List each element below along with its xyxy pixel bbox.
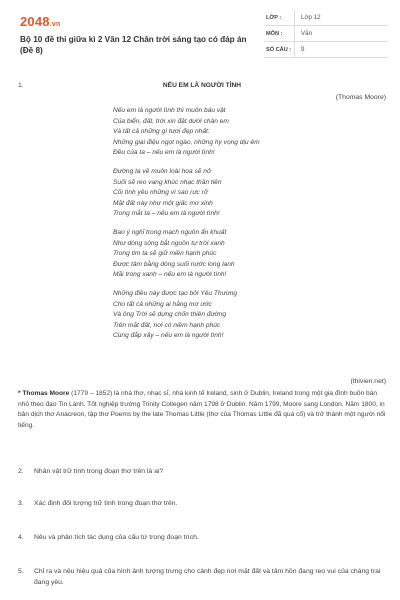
question-item xyxy=(18,533,386,544)
poem-line: Mãi trong xanh – nếu em là người tình! xyxy=(113,271,227,279)
stanza-gap xyxy=(113,220,260,228)
poem-line: Và ông Trời sẽ dựng chốn thiên đường xyxy=(113,311,226,319)
meta-table xyxy=(264,10,388,58)
meta-key: LỚP : xyxy=(266,14,282,21)
poem-line: Trong mắt ta – nếu em là người tình! xyxy=(113,210,220,218)
meta-value: Văn xyxy=(294,26,312,42)
question-item xyxy=(18,499,386,510)
stanza-gap xyxy=(113,159,260,167)
poem-line: Cùng đắp xây – nếu em là người tình! xyxy=(113,332,224,340)
meta-row-subject xyxy=(264,26,388,42)
question-text: Xác định đối tượng trữ tình trong đoạn thơ trên. xyxy=(34,500,178,507)
poem-line: Những giai điệu ngọt ngào, những hy vọng dịu êm xyxy=(113,138,260,146)
meta-value: Lớp 12 xyxy=(294,10,321,26)
poem-line: Như dòng sông bắt nguồn tự trời xanh xyxy=(113,239,225,247)
question-text: Nêu và phân tích tác dụng của cấu tứ trong đoạn trích. xyxy=(34,534,199,541)
question-number: 4. xyxy=(18,534,24,541)
question-item xyxy=(18,567,386,588)
poem-line: Những điều này được tạo bởi Yêu Thương xyxy=(113,289,238,297)
meta-value: 9 xyxy=(294,42,304,58)
poem-line: Mặt đất này như một giấc mơ xinh xyxy=(113,199,213,207)
stanza-gap xyxy=(113,281,260,289)
question-number: 5. xyxy=(18,568,24,575)
logo-text: 2048 xyxy=(20,14,50,29)
poem-line: Trên mặt đất, nơi có niềm hạnh phúc xyxy=(113,321,221,329)
poem-line: Trong tim ta sẽ giữ miền hạnh phúc xyxy=(113,250,217,258)
poem-line: Bao ý nghĩ trong mạch nguồn ẩn khuất xyxy=(113,228,227,236)
poem-line: Suối sẽ reo vang khúc nhạc thần tiên xyxy=(113,178,222,186)
poem-line: Được tâm bằng dòng suối nước long lanh xyxy=(113,260,235,268)
meta-key: SỐ CÂU : xyxy=(266,46,292,53)
question-item xyxy=(18,467,386,478)
document-title: Bộ 10 đề thi giữa kì 2 Văn 12 Chân trời sáng tạo có đáp án (Đề 8) xyxy=(20,35,247,55)
poem-line: Và tất cả những gì tươi đẹp nhất: xyxy=(113,128,210,136)
meta-key: MÔN : xyxy=(266,30,283,37)
meta-row-count xyxy=(264,42,388,58)
page-header xyxy=(12,10,388,72)
meta-row-class xyxy=(264,10,388,26)
poem-body xyxy=(113,106,260,342)
author-note-text: (1779 – 1852) là nhà thơ, nhạc sĩ, nhà kinh tế Ireland, sinh ở Dublin, Ireland trong một gia đình buôn bán nhỏ theo đạo Tin Lành. Tốt nghiệp trường Trinity Collegen năm 1798 ở Dublin. Năm 1799, Moore sang London. Năm 1800, in bản dịch thơ Anacreon, tập thơ Poems by the late Thomas Little (thơ của Thomas Little đã quá cố) và trở thành một người nổi tiếng. xyxy=(18,390,386,429)
question-number: 1. xyxy=(18,82,24,89)
question-number: 2. xyxy=(18,468,24,475)
site-logo[interactable] xyxy=(20,14,60,29)
poem-line: Cõi tình yêu những vì sao rực rỡ xyxy=(113,189,208,197)
author-note-name: * Thomas Moore xyxy=(18,390,70,397)
poem-source: (thivien.net) xyxy=(350,378,386,385)
poem-line: Nếu em là người tình thì muôn báu vật xyxy=(113,107,226,114)
logo-suffix: .vn xyxy=(49,21,61,28)
poem-line: Cho tất cả những ai hằng mơ ước xyxy=(113,300,212,308)
poem-line: Của biển, đất, trời xin đặt dưới chân em xyxy=(113,117,229,125)
poem-title: NẾU EM LÀ NGƯỜI TÌNH xyxy=(162,82,242,89)
author-note xyxy=(18,389,386,431)
question-number: 3. xyxy=(18,500,24,507)
question-text: Chỉ ra và nêu hiệu quả của hình ảnh tượng trưng cho cảnh đẹp nơi mặt đất và tâm hồn đang reo vui của chàng trai đang yêu. xyxy=(34,568,381,586)
poem-line: Đường ta về muôn loài hoa sẽ nở xyxy=(113,167,211,175)
poem-line: Đều của ta – nếu em là người tình! xyxy=(113,149,215,157)
poem-author: (Thomas Moore) xyxy=(335,94,386,101)
question-text: Nhân vật trữ tình trong đoạn thơ trên là ai? xyxy=(34,468,164,475)
